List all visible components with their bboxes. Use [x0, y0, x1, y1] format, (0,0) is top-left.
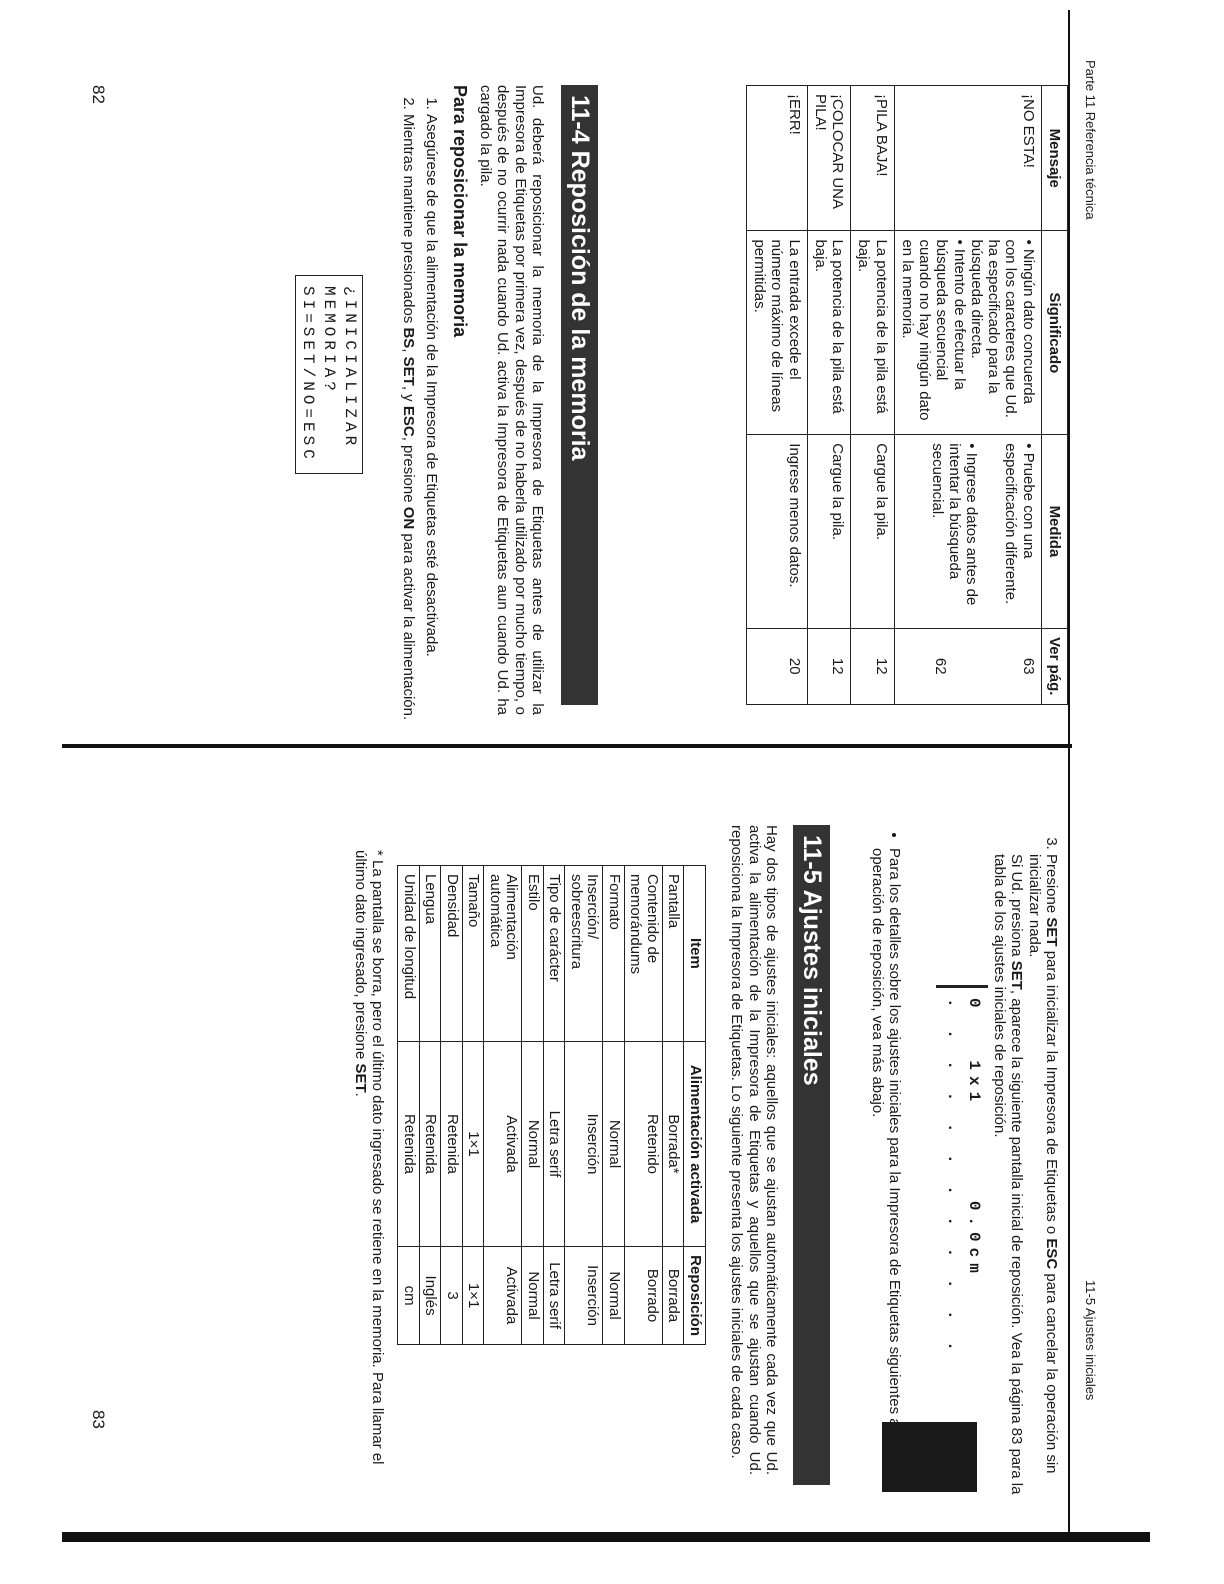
medida-cell: Ingrese menos datos.: [747, 435, 808, 628]
step-1: 1. Asegúrese de que la alimentación de la Impresora de Etiquetas esté desactivada.: [423, 114, 440, 744]
page-header-right: 11-5 Ajustes iniciales: [1083, 1280, 1098, 1401]
medida-cell: Cargue la pila.: [807, 435, 851, 628]
col-header: Mensaje: [1041, 86, 1067, 231]
ver-cell: 12: [851, 628, 895, 704]
details-bullet: • Para los detalles sobre los ajustes iniciales para la Impresora de Etiquetas siguientes a la operación de reposición, vea más abajo.: [869, 830, 904, 1498]
mensaje-cell: ¡ERR!: [747, 86, 808, 231]
significado-cell: La potencia de la pila está baja.: [851, 231, 895, 435]
significado-cell: La potencia de la pila está baja.: [807, 231, 851, 435]
table-row: Pantalla Borrada* Borrada: [663, 866, 685, 1345]
footnote: * La pantalla se borra, pero el último dato ingresado se retiene en la memoria. Para llamar el último dato ingresado, presione SET.: [351, 850, 386, 1465]
mensaje-cell: ¡COLOCAR UNA PILA!: [807, 86, 851, 231]
ver-cell: 20: [747, 628, 808, 704]
bullet-text: • Ningún dato concuerda con los caracteres que Ud. ha especificado para la búsqueda directa.: [968, 239, 1037, 418]
reset-steps-continued: [985, 830, 1060, 1504]
medida-cell: Cargue la pila.: [851, 435, 895, 628]
intro-paragraph: Ud. deberá reposicionar la memoria de la Impresora de Etiquetas antes de utilizar la Impresora de Etiquetas por primera vez, después de no haberla utilizado por mucho tiempo, o después de no ocurrir nada cuando Ud. activa la Impresora de Etiquetas aun cuando Ud. ha cargado la pila.: [477, 85, 546, 715]
col-header: Reposición: [684, 1247, 706, 1345]
table-row: Formato Normal Normal: [603, 866, 625, 1345]
significado-cell: La entrada excede el número máximo de líneas permitidas.: [747, 231, 808, 435]
table-row: Unidad de longitud Retenida cm: [398, 866, 420, 1345]
col-header: Significado: [1041, 231, 1067, 435]
page-header-left: Parte 11 Referencia técnica: [1083, 60, 1098, 220]
table-row: [747, 86, 808, 705]
table-row: Inserción/ sobreescritura Inserción Inserción: [565, 866, 603, 1345]
table-row: Tipo de carácter Letra serif Letra serif: [544, 866, 566, 1345]
section-title-11-4: 11-4 Reposición de la memoria: [561, 85, 598, 705]
table-header-row: [684, 866, 706, 1345]
col-header: Ver pág.: [1041, 628, 1067, 704]
section-title-11-5: 11-5 Ajustes iniciales: [793, 825, 830, 1485]
right-page-83: [48, 760, 1098, 1540]
bullet-text: • Pruebe con una especificación diferente.: [1002, 443, 1037, 605]
table-header-row: [1041, 86, 1067, 705]
col-header: Alimentación activada: [684, 1041, 706, 1246]
mensaje-cell: ¡NO ESTA!: [894, 86, 1041, 231]
page-number-82: 82: [89, 85, 108, 104]
step-3: 3. Presione SET para inicializar la Impresora de Etiquetas o ESC para cancelar la operación sin inicializar nada. Si Ud. presiona SET, aparece la siguiente pantalla inicial de reposición. Vea la página 83 para la tabla de los ajustes iniciales de reposición.: [991, 854, 1060, 1504]
error-message-table: [746, 85, 1068, 705]
page-number-83: 83: [89, 1410, 108, 1429]
table-row: Contenido de memorándums Retenido Borrado: [625, 866, 663, 1345]
table-row: Lengua Retenida Inglés: [420, 866, 442, 1345]
bullet-text: • Intento de efectuar la búsqueda secuencial cuando no hay ningún dato en la memoria.: [899, 239, 968, 421]
table-row: Alimentación automática Activada Activada: [484, 866, 522, 1345]
col-header: Item: [684, 866, 706, 1042]
step-2: 2. Mientras mantiene presionados BS, SET, y ESC, presione ON para activar la alimentación.: [400, 114, 417, 744]
table-row: [894, 86, 1041, 705]
table-row: [807, 86, 851, 705]
table-row: [851, 86, 895, 705]
mensaje-cell: ¡PILA BAJA!: [851, 86, 895, 231]
table-row: Tamaño 1×1 1×1: [463, 866, 485, 1345]
subheading: Para reposicionar la memoria: [450, 85, 470, 338]
ver-cell: 12: [807, 628, 851, 704]
lcd-initialize-prompt: ¿INICIALIZAR MEMORIA? SI=SET/NO=ESC: [295, 275, 363, 474]
reset-steps-list: [394, 90, 441, 744]
significado-cell: [894, 231, 1041, 435]
table-row: Estilo Normal Normal: [522, 866, 544, 1345]
medida-cell: [894, 435, 1041, 628]
settings-intro-paragraph: Hay dos tipos de ajustes iniciales: aquellos que se ajustan automáticamente cada vez que Ud. activa la alimentación de la Impresora de Etiquetas y aquellos que se ajustan cuando Ud. reposiciona la Impresora de Etiquetas. Lo siguiente presenta los ajustes iniciales de cada caso.: [728, 825, 780, 1475]
bullet-text: • Ingrese datos antes de intentar la búsqueda secuencial.: [928, 443, 981, 606]
table-row: Densidad Retenida 3: [441, 866, 463, 1345]
initial-settings-table: [398, 865, 707, 1345]
lcd-reset-screen: 0 1x1 0.0cm · · · · · · · · · · · ·: [936, 985, 988, 1367]
ver-cell: 63 62: [894, 628, 1041, 704]
col-header: Medida: [1041, 435, 1067, 628]
